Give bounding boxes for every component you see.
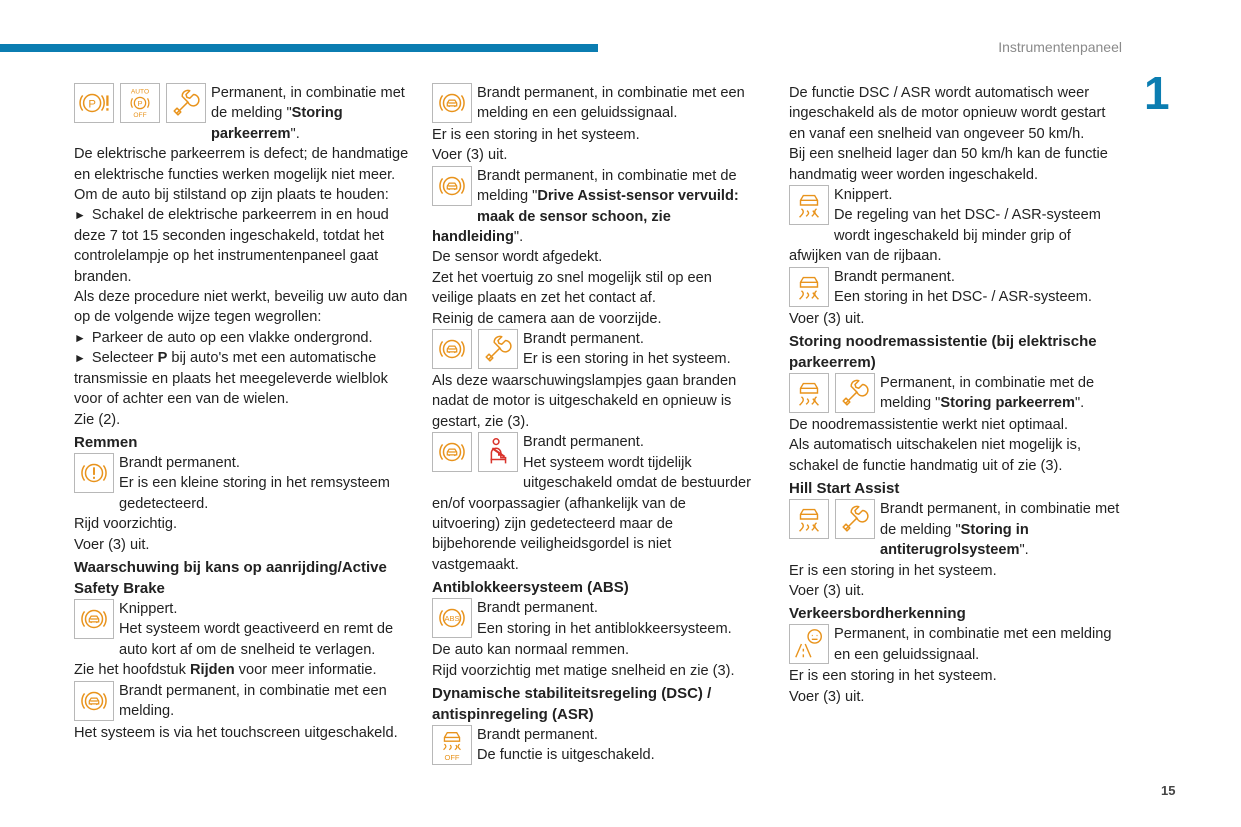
collision-warning-icon	[74, 599, 114, 639]
paragraph: Er is een kleine storing in het remsysteem gedetecteerd.	[119, 475, 390, 512]
icon-group	[432, 329, 518, 369]
section-heading: Remmen	[74, 433, 138, 451]
paragraph: Er is een storing in het systeem.	[523, 351, 731, 368]
paragraph: Voer (3) uit.	[74, 536, 150, 553]
parking-brake-warning-icon	[74, 83, 114, 123]
icon-group	[432, 83, 472, 123]
paragraph: Brandt permanent, in combinatie met de melding "Drive Assist-sensor vervuild: maak de sensor schoon, zie handleiding".	[432, 167, 739, 246]
paragraph: Het systeem wordt geactiveerd en remt de auto kort af om de snelheid te verlagen.	[119, 621, 394, 658]
paragraph: Voer (3) uit.	[789, 310, 865, 327]
paragraph: Het systeem is via het touchscreen uitgeschakeld.	[74, 724, 398, 741]
section-heading: Verkeersbordherkenning	[789, 605, 966, 623]
paragraph: Als deze procedure niet werkt, beveilig uw auto dan op de volgende wijze tegen wegrollen:	[74, 289, 408, 326]
wrench-icon	[166, 83, 206, 123]
paragraph: Om de auto bij stilstand op zijn plaats te houden:	[74, 187, 389, 204]
seatbelt-icon	[478, 432, 518, 472]
paragraph: Knippert.	[119, 600, 178, 617]
wrench-icon	[835, 499, 875, 539]
column-3	[789, 83, 1123, 707]
page-number: 15	[1161, 783, 1176, 798]
driver-assist-icon	[432, 166, 472, 206]
paragraph: Voer (3) uit.	[432, 147, 508, 164]
icon-group	[789, 267, 829, 307]
dsc-icon	[789, 267, 829, 307]
dsc-icon	[789, 185, 829, 225]
header-accent-bar	[0, 44, 598, 52]
paragraph: Zie het hoofdstuk Rijden voor meer informatie.	[74, 662, 377, 679]
paragraph: Brandt permanent.	[523, 331, 644, 348]
paragraph: Er is een storing in het systeem.	[789, 668, 997, 685]
paragraph: Als automatisch uitschakelen niet mogelijk is, schakel de functie handmatig uit of zie (3).	[789, 437, 1082, 474]
icon-group	[74, 453, 114, 493]
paragraph: De regeling van het DSC- / ASR-systeem wordt ingeschakeld bij minder grip of afwijken van de rijbaan.	[789, 207, 1101, 265]
paragraph: Brandt permanent.	[477, 726, 598, 743]
paragraph: Brandt permanent.	[523, 434, 644, 451]
bullet-item: ► Schakel de elektrische parkeerrem in en houd deze 7 tot 15 seconden ingeschakeld, totdat het controlelampje op het instrumentenpaneel gaat branden.	[74, 207, 389, 285]
icon-group	[789, 185, 829, 225]
arrow-right-icon: ►	[74, 351, 86, 366]
paragraph: Rijd voorzichtig met matige snelheid en zie (3).	[432, 662, 735, 679]
paragraph: Voer (3) uit.	[789, 582, 865, 599]
column-1	[74, 83, 410, 743]
paragraph: Brandt permanent.	[477, 600, 598, 617]
section-heading: Hill Start Assist	[789, 480, 900, 498]
column-2	[432, 83, 752, 767]
paragraph: Brandt permanent, in combinatie met een melding en een geluidssignaal.	[477, 85, 745, 122]
paragraph: De auto kan normaal remmen.	[432, 642, 630, 659]
icon-group	[74, 681, 114, 721]
paragraph: Een storing in het DSC- / ASR-systeem.	[834, 289, 1092, 306]
paragraph: Bij een snelheid lager dan 50 km/h kan de functie handmatig weer worden ingeschakeld.	[789, 146, 1108, 183]
paragraph: De functie DSC / ASR wordt automatisch weer ingeschakeld als de motor opnieuw wordt gestart en vanaf een snelheid van ongeveer 50 km/h.	[789, 85, 1106, 142]
paragraph: Brandt permanent.	[119, 454, 240, 471]
paragraph: De functie is uitgeschakeld.	[477, 747, 655, 764]
paragraph: Voer (3) uit.	[789, 688, 865, 705]
traffic-sign-recognition-icon	[789, 624, 829, 664]
section-title: Instrumentenpaneel	[998, 39, 1122, 55]
icon-group	[432, 432, 518, 472]
paragraph: Permanent, in combinatie met een melding en een geluidssignaal.	[834, 626, 1112, 663]
paragraph: Er is een storing in het systeem.	[432, 127, 640, 143]
dsc-icon	[789, 499, 829, 539]
wrench-icon	[478, 329, 518, 369]
paragraph: Zet het voertuig zo snel mogelijk stil op een veilige plaats en zet het contact af.	[432, 269, 712, 307]
driver-assist-icon	[432, 83, 472, 123]
wrench-icon	[835, 373, 875, 413]
paragraph: Brandt permanent, in combinatie met een melding.	[119, 682, 387, 719]
chapter-number: 1	[1144, 67, 1170, 119]
icon-group	[74, 83, 206, 123]
paragraph: Brandt permanent, in combinatie met de melding "Storing in antiterugrolsysteem".	[880, 501, 1120, 559]
paragraph: Permanent, in combinatie met de melding "Storing parkeerrem".	[880, 375, 1095, 412]
paragraph: Permanent, in combinatie met de melding "Storing parkeerrem".	[211, 85, 405, 142]
arrow-right-icon: ►	[74, 330, 86, 345]
paragraph: Het systeem wordt tijdelijk uitgeschakeld omdat de bestuurder en/of voorpassagier (afhankelijk van de uitvoering) zijn gedetecteerd maar de bijbehorende veiligheidsgordel is niet vastgemaakt.	[432, 454, 751, 573]
driver-assist-icon	[432, 432, 472, 472]
icon-group	[789, 499, 875, 539]
paragraph: Een storing in het antiblokkeersysteem.	[477, 620, 732, 637]
icon-group	[432, 166, 472, 206]
icon-group	[74, 599, 114, 639]
icon-group	[432, 598, 472, 638]
paragraph: Als deze waarschuwingslampjes gaan branden nadat de motor is uitgeschakeld en opnieuw is gestart, zie (3).	[432, 373, 737, 430]
section-heading: Waarschuwing bij kans op aanrijding/Active Safety Brake	[74, 558, 387, 597]
icon-group	[789, 624, 829, 664]
paragraph: De elektrische parkeerrem is defect; de handmatige en elektrische functies werken mogelijk niet meer.	[74, 146, 409, 183]
driver-assist-icon	[432, 329, 472, 369]
section-heading: Antiblokkeersysteem (ABS)	[432, 579, 629, 597]
auto-parking-off-icon	[120, 83, 160, 123]
paragraph: Rijd voorzichtig.	[74, 516, 178, 533]
collision-warning-icon	[74, 681, 114, 721]
section-heading: Storing noodremassistentie (bij elektrische parkeerrem)	[789, 333, 1097, 372]
icon-group	[789, 373, 875, 413]
paragraph: Zie (2).	[74, 411, 121, 428]
section-heading: Dynamische stabiliteitsregeling (DSC) / antispinregeling (ASR)	[432, 684, 712, 723]
dsc-off-icon	[432, 725, 472, 765]
paragraph: Reinig de camera aan de voorzijde.	[432, 310, 662, 327]
paragraph: Brandt permanent.	[834, 268, 955, 285]
bullet-item: ► Parkeer de auto op een vlakke ondergrond.	[74, 329, 373, 346]
abs-icon	[432, 598, 472, 638]
dsc-icon	[789, 373, 829, 413]
icon-group	[432, 725, 472, 765]
arrow-right-icon: ►	[74, 208, 86, 223]
bullet-item: ► Selecteer P bij auto's met een automatische transmissie en plaats het meegeleverde wielblok voor of achter een van de wielen.	[74, 350, 388, 408]
brake-warning-icon	[74, 453, 114, 493]
paragraph: Knippert.	[834, 187, 893, 204]
paragraph: Er is een storing in het systeem.	[789, 562, 997, 579]
paragraph: De noodremassistentie werkt niet optimaal.	[789, 417, 1069, 434]
paragraph: De sensor wordt afgedekt.	[432, 249, 603, 266]
